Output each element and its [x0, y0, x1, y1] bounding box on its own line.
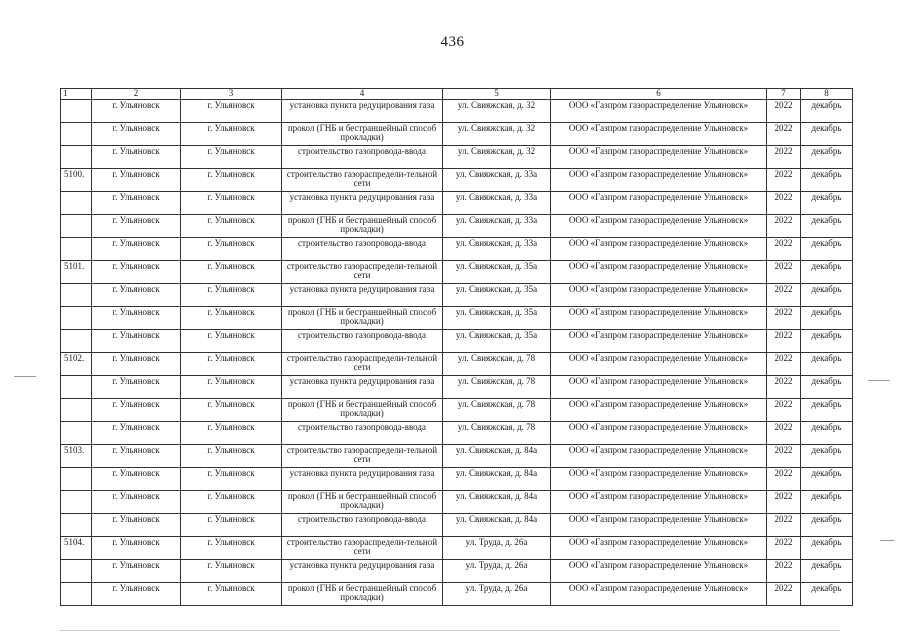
- table-row: [61, 399, 853, 422]
- entry-number: [61, 284, 92, 307]
- address-cell: ул. Свияжская, д. 84а: [443, 491, 551, 514]
- address-cell: ул. Свияжская, д. 84а: [443, 514, 551, 537]
- district-cell: г. Ульяновск: [92, 353, 181, 376]
- year-cell: 2022: [767, 169, 801, 192]
- entry-number: [61, 330, 92, 353]
- work-type-cell: строительство газораспредели-тельной сети: [282, 169, 443, 192]
- header-row: [61, 89, 853, 100]
- work-type-cell: установка пункта редуцирования газа: [282, 284, 443, 307]
- work-type-cell: установка пункта редуцирования газа: [282, 376, 443, 399]
- entry-number: [61, 215, 92, 238]
- organization-cell: ООО «Газпром газораспределение Ульяновск»: [551, 307, 767, 330]
- work-type-cell: прокол (ГНБ и бестраншейный способ прокладки): [282, 583, 443, 606]
- address-cell: ул. Свияжская, д. 35а: [443, 284, 551, 307]
- district-cell: г. Ульяновск: [92, 330, 181, 353]
- organization-cell: ООО «Газпром газораспределение Ульяновск»: [551, 238, 767, 261]
- entry-number: [61, 514, 92, 537]
- month-cell: декабрь: [801, 583, 853, 606]
- organization-cell: ООО «Газпром газораспределение Ульяновск»: [551, 123, 767, 146]
- header-cell: 6: [551, 89, 767, 100]
- entry-number: [61, 491, 92, 514]
- work-type-cell: строительство газораспредели-тельной сети: [282, 353, 443, 376]
- organization-cell: ООО «Газпром газораспределение Ульяновск»: [551, 537, 767, 560]
- district-cell: г. Ульяновск: [92, 192, 181, 215]
- work-type-cell: строительство газопровода-ввода: [282, 330, 443, 353]
- month-cell: декабрь: [801, 261, 853, 284]
- works-table: [60, 88, 853, 606]
- work-type-cell: установка пункта редуцирования газа: [282, 100, 443, 123]
- table-row: [61, 261, 853, 284]
- city-cell: г. Ульяновск: [181, 215, 282, 238]
- organization-cell: ООО «Газпром газораспределение Ульяновск»: [551, 491, 767, 514]
- year-cell: 2022: [767, 468, 801, 491]
- work-type-cell: строительство газораспредели-тельной сети: [282, 445, 443, 468]
- district-cell: г. Ульяновск: [92, 399, 181, 422]
- entry-number: [61, 123, 92, 146]
- city-cell: г. Ульяновск: [181, 169, 282, 192]
- month-cell: декабрь: [801, 468, 853, 491]
- work-type-cell: строительство газопровода-ввода: [282, 146, 443, 169]
- district-cell: г. Ульяновск: [92, 261, 181, 284]
- organization-cell: ООО «Газпром газораспределение Ульяновск»: [551, 330, 767, 353]
- month-cell: декабрь: [801, 169, 853, 192]
- work-type-cell: установка пункта редуцирования газа: [282, 468, 443, 491]
- scan-artifact: [14, 376, 36, 377]
- city-cell: г. Ульяновск: [181, 537, 282, 560]
- header-cell: 5: [443, 89, 551, 100]
- organization-cell: ООО «Газпром газораспределение Ульяновск»: [551, 146, 767, 169]
- entry-number: [61, 468, 92, 491]
- city-cell: г. Ульяновск: [181, 468, 282, 491]
- address-cell: ул. Свияжская, д. 35а: [443, 307, 551, 330]
- year-cell: 2022: [767, 238, 801, 261]
- month-cell: декабрь: [801, 215, 853, 238]
- city-cell: г. Ульяновск: [181, 491, 282, 514]
- month-cell: декабрь: [801, 238, 853, 261]
- month-cell: декабрь: [801, 353, 853, 376]
- table-row: [61, 307, 853, 330]
- month-cell: декабрь: [801, 491, 853, 514]
- work-type-cell: установка пункта редуцирования газа: [282, 192, 443, 215]
- city-cell: г. Ульяновск: [181, 376, 282, 399]
- work-type-cell: строительство газопровода-ввода: [282, 238, 443, 261]
- year-cell: 2022: [767, 560, 801, 583]
- address-cell: ул. Свияжская, д. 33а: [443, 215, 551, 238]
- city-cell: г. Ульяновск: [181, 445, 282, 468]
- table-row: [61, 146, 853, 169]
- district-cell: г. Ульяновск: [92, 583, 181, 606]
- entry-number: 5100.: [61, 169, 92, 192]
- city-cell: г. Ульяновск: [181, 261, 282, 284]
- table-row: [61, 445, 853, 468]
- address-cell: ул. Свияжская, д. 32: [443, 100, 551, 123]
- year-cell: 2022: [767, 307, 801, 330]
- city-cell: г. Ульяновск: [181, 100, 282, 123]
- table-row: [61, 284, 853, 307]
- year-cell: 2022: [767, 583, 801, 606]
- work-type-cell: прокол (ГНБ и бестраншейный способ прокладки): [282, 123, 443, 146]
- month-cell: декабрь: [801, 307, 853, 330]
- entry-number: [61, 307, 92, 330]
- table-row: [61, 422, 853, 445]
- month-cell: декабрь: [801, 284, 853, 307]
- year-cell: 2022: [767, 146, 801, 169]
- address-cell: ул. Свияжская, д. 78: [443, 376, 551, 399]
- month-cell: декабрь: [801, 192, 853, 215]
- district-cell: г. Ульяновск: [92, 146, 181, 169]
- table-row: [61, 376, 853, 399]
- month-cell: декабрь: [801, 100, 853, 123]
- month-cell: декабрь: [801, 399, 853, 422]
- year-cell: 2022: [767, 491, 801, 514]
- header-cell: 3: [181, 89, 282, 100]
- year-cell: 2022: [767, 123, 801, 146]
- year-cell: 2022: [767, 514, 801, 537]
- month-cell: декабрь: [801, 537, 853, 560]
- month-cell: декабрь: [801, 422, 853, 445]
- month-cell: декабрь: [801, 146, 853, 169]
- city-cell: г. Ульяновск: [181, 123, 282, 146]
- year-cell: 2022: [767, 192, 801, 215]
- organization-cell: ООО «Газпром газораспределение Ульяновск»: [551, 100, 767, 123]
- year-cell: 2022: [767, 261, 801, 284]
- city-cell: г. Ульяновск: [181, 146, 282, 169]
- address-cell: ул. Труда, д. 26а: [443, 583, 551, 606]
- scan-artifact: [868, 380, 890, 381]
- month-cell: декабрь: [801, 376, 853, 399]
- district-cell: г. Ульяновск: [92, 445, 181, 468]
- year-cell: 2022: [767, 422, 801, 445]
- work-type-cell: прокол (ГНБ и бестраншейный способ прокладки): [282, 399, 443, 422]
- table-row: [61, 583, 853, 606]
- district-cell: г. Ульяновск: [92, 215, 181, 238]
- address-cell: ул. Труда, д. 26а: [443, 537, 551, 560]
- district-cell: г. Ульяновск: [92, 514, 181, 537]
- scan-artifact: [60, 630, 840, 631]
- year-cell: 2022: [767, 330, 801, 353]
- table-row: [61, 353, 853, 376]
- table-row: [61, 100, 853, 123]
- address-cell: ул. Свияжская, д. 32: [443, 123, 551, 146]
- address-cell: ул. Свияжская, д. 33а: [443, 238, 551, 261]
- address-cell: ул. Свияжская, д. 35а: [443, 261, 551, 284]
- organization-cell: ООО «Газпром газораспределение Ульяновск»: [551, 399, 767, 422]
- address-cell: ул. Свияжская, д. 33а: [443, 169, 551, 192]
- scan-artifact: [880, 540, 894, 541]
- year-cell: 2022: [767, 399, 801, 422]
- month-cell: декабрь: [801, 514, 853, 537]
- table-row: [61, 238, 853, 261]
- organization-cell: ООО «Газпром газораспределение Ульяновск»: [551, 583, 767, 606]
- table-row: [61, 330, 853, 353]
- organization-cell: ООО «Газпром газораспределение Ульяновск»: [551, 560, 767, 583]
- district-cell: г. Ульяновск: [92, 284, 181, 307]
- table-row: [61, 123, 853, 146]
- address-cell: ул. Свияжская, д. 32: [443, 146, 551, 169]
- entry-number: 5101.: [61, 261, 92, 284]
- work-type-cell: установка пункта редуцирования газа: [282, 560, 443, 583]
- header-cell: 4: [282, 89, 443, 100]
- city-cell: г. Ульяновск: [181, 238, 282, 261]
- organization-cell: ООО «Газпром газораспределение Ульяновск»: [551, 169, 767, 192]
- city-cell: г. Ульяновск: [181, 514, 282, 537]
- entry-number: [61, 100, 92, 123]
- address-cell: ул. Свияжская, д. 78: [443, 353, 551, 376]
- organization-cell: ООО «Газпром газораспределение Ульяновск»: [551, 353, 767, 376]
- entry-number: [61, 192, 92, 215]
- work-type-cell: прокол (ГНБ и бестраншейный способ прокладки): [282, 215, 443, 238]
- entry-number: 5102.: [61, 353, 92, 376]
- organization-cell: ООО «Газпром газораспределение Ульяновск»: [551, 215, 767, 238]
- entry-number: [61, 422, 92, 445]
- entry-number: [61, 560, 92, 583]
- work-type-cell: строительство газораспредели-тельной сети: [282, 261, 443, 284]
- district-cell: г. Ульяновск: [92, 537, 181, 560]
- table-row: [61, 514, 853, 537]
- month-cell: декабрь: [801, 560, 853, 583]
- header-cell: 7: [767, 89, 801, 100]
- city-cell: г. Ульяновск: [181, 353, 282, 376]
- work-type-cell: строительство газопровода-ввода: [282, 514, 443, 537]
- organization-cell: ООО «Газпром газораспределение Ульяновск»: [551, 422, 767, 445]
- year-cell: 2022: [767, 445, 801, 468]
- address-cell: ул. Свияжская, д. 35а: [443, 330, 551, 353]
- district-cell: г. Ульяновск: [92, 100, 181, 123]
- header-cell: 2: [92, 89, 181, 100]
- entry-number: [61, 238, 92, 261]
- address-cell: ул. Свияжская, д. 33а: [443, 192, 551, 215]
- entry-number: 5104.: [61, 537, 92, 560]
- year-cell: 2022: [767, 353, 801, 376]
- year-cell: 2022: [767, 215, 801, 238]
- organization-cell: ООО «Газпром газораспределение Ульяновск»: [551, 514, 767, 537]
- city-cell: г. Ульяновск: [181, 284, 282, 307]
- table-row: [61, 560, 853, 583]
- table-row: [61, 537, 853, 560]
- city-cell: г. Ульяновск: [181, 560, 282, 583]
- year-cell: 2022: [767, 537, 801, 560]
- organization-cell: ООО «Газпром газораспределение Ульяновск»: [551, 468, 767, 491]
- page-number: 436: [440, 34, 465, 50]
- district-cell: г. Ульяновск: [92, 422, 181, 445]
- district-cell: г. Ульяновск: [92, 238, 181, 261]
- address-cell: ул. Свияжская, д. 78: [443, 399, 551, 422]
- work-type-cell: строительство газопровода-ввода: [282, 422, 443, 445]
- address-cell: ул. Свияжская, д. 84а: [443, 445, 551, 468]
- table-row: [61, 468, 853, 491]
- entry-number: 5103.: [61, 445, 92, 468]
- month-cell: декабрь: [801, 445, 853, 468]
- work-type-cell: прокол (ГНБ и бестраншейный способ прокладки): [282, 491, 443, 514]
- organization-cell: ООО «Газпром газораспределение Ульяновск»: [551, 445, 767, 468]
- header-cell: 1: [61, 89, 92, 100]
- city-cell: г. Ульяновск: [181, 583, 282, 606]
- table-row: [61, 169, 853, 192]
- organization-cell: ООО «Газпром газораспределение Ульяновск»: [551, 261, 767, 284]
- district-cell: г. Ульяновск: [92, 468, 181, 491]
- month-cell: декабрь: [801, 123, 853, 146]
- address-cell: ул. Свияжская, д. 84а: [443, 468, 551, 491]
- city-cell: г. Ульяновск: [181, 422, 282, 445]
- work-type-cell: строительство газораспредели-тельной сети: [282, 537, 443, 560]
- organization-cell: ООО «Газпром газораспределение Ульяновск»: [551, 376, 767, 399]
- city-cell: г. Ульяновск: [181, 192, 282, 215]
- year-cell: 2022: [767, 284, 801, 307]
- address-cell: ул. Свияжская, д. 78: [443, 422, 551, 445]
- work-type-cell: прокол (ГНБ и бестраншейный способ прокладки): [282, 307, 443, 330]
- table-row: [61, 215, 853, 238]
- city-cell: г. Ульяновск: [181, 330, 282, 353]
- entry-number: [61, 583, 92, 606]
- city-cell: г. Ульяновск: [181, 307, 282, 330]
- year-cell: 2022: [767, 100, 801, 123]
- table-row: [61, 491, 853, 514]
- entry-number: [61, 399, 92, 422]
- district-cell: г. Ульяновск: [92, 560, 181, 583]
- table-row: [61, 192, 853, 215]
- year-cell: 2022: [767, 376, 801, 399]
- district-cell: г. Ульяновск: [92, 123, 181, 146]
- district-cell: г. Ульяновск: [92, 307, 181, 330]
- district-cell: г. Ульяновск: [92, 376, 181, 399]
- organization-cell: ООО «Газпром газораспределение Ульяновск»: [551, 284, 767, 307]
- month-cell: декабрь: [801, 330, 853, 353]
- header-cell: 8: [801, 89, 853, 100]
- address-cell: ул. Труда, д. 26а: [443, 560, 551, 583]
- district-cell: г. Ульяновск: [92, 491, 181, 514]
- entry-number: [61, 376, 92, 399]
- city-cell: г. Ульяновск: [181, 399, 282, 422]
- district-cell: г. Ульяновск: [92, 169, 181, 192]
- organization-cell: ООО «Газпром газораспределение Ульяновск»: [551, 192, 767, 215]
- entry-number: [61, 146, 92, 169]
